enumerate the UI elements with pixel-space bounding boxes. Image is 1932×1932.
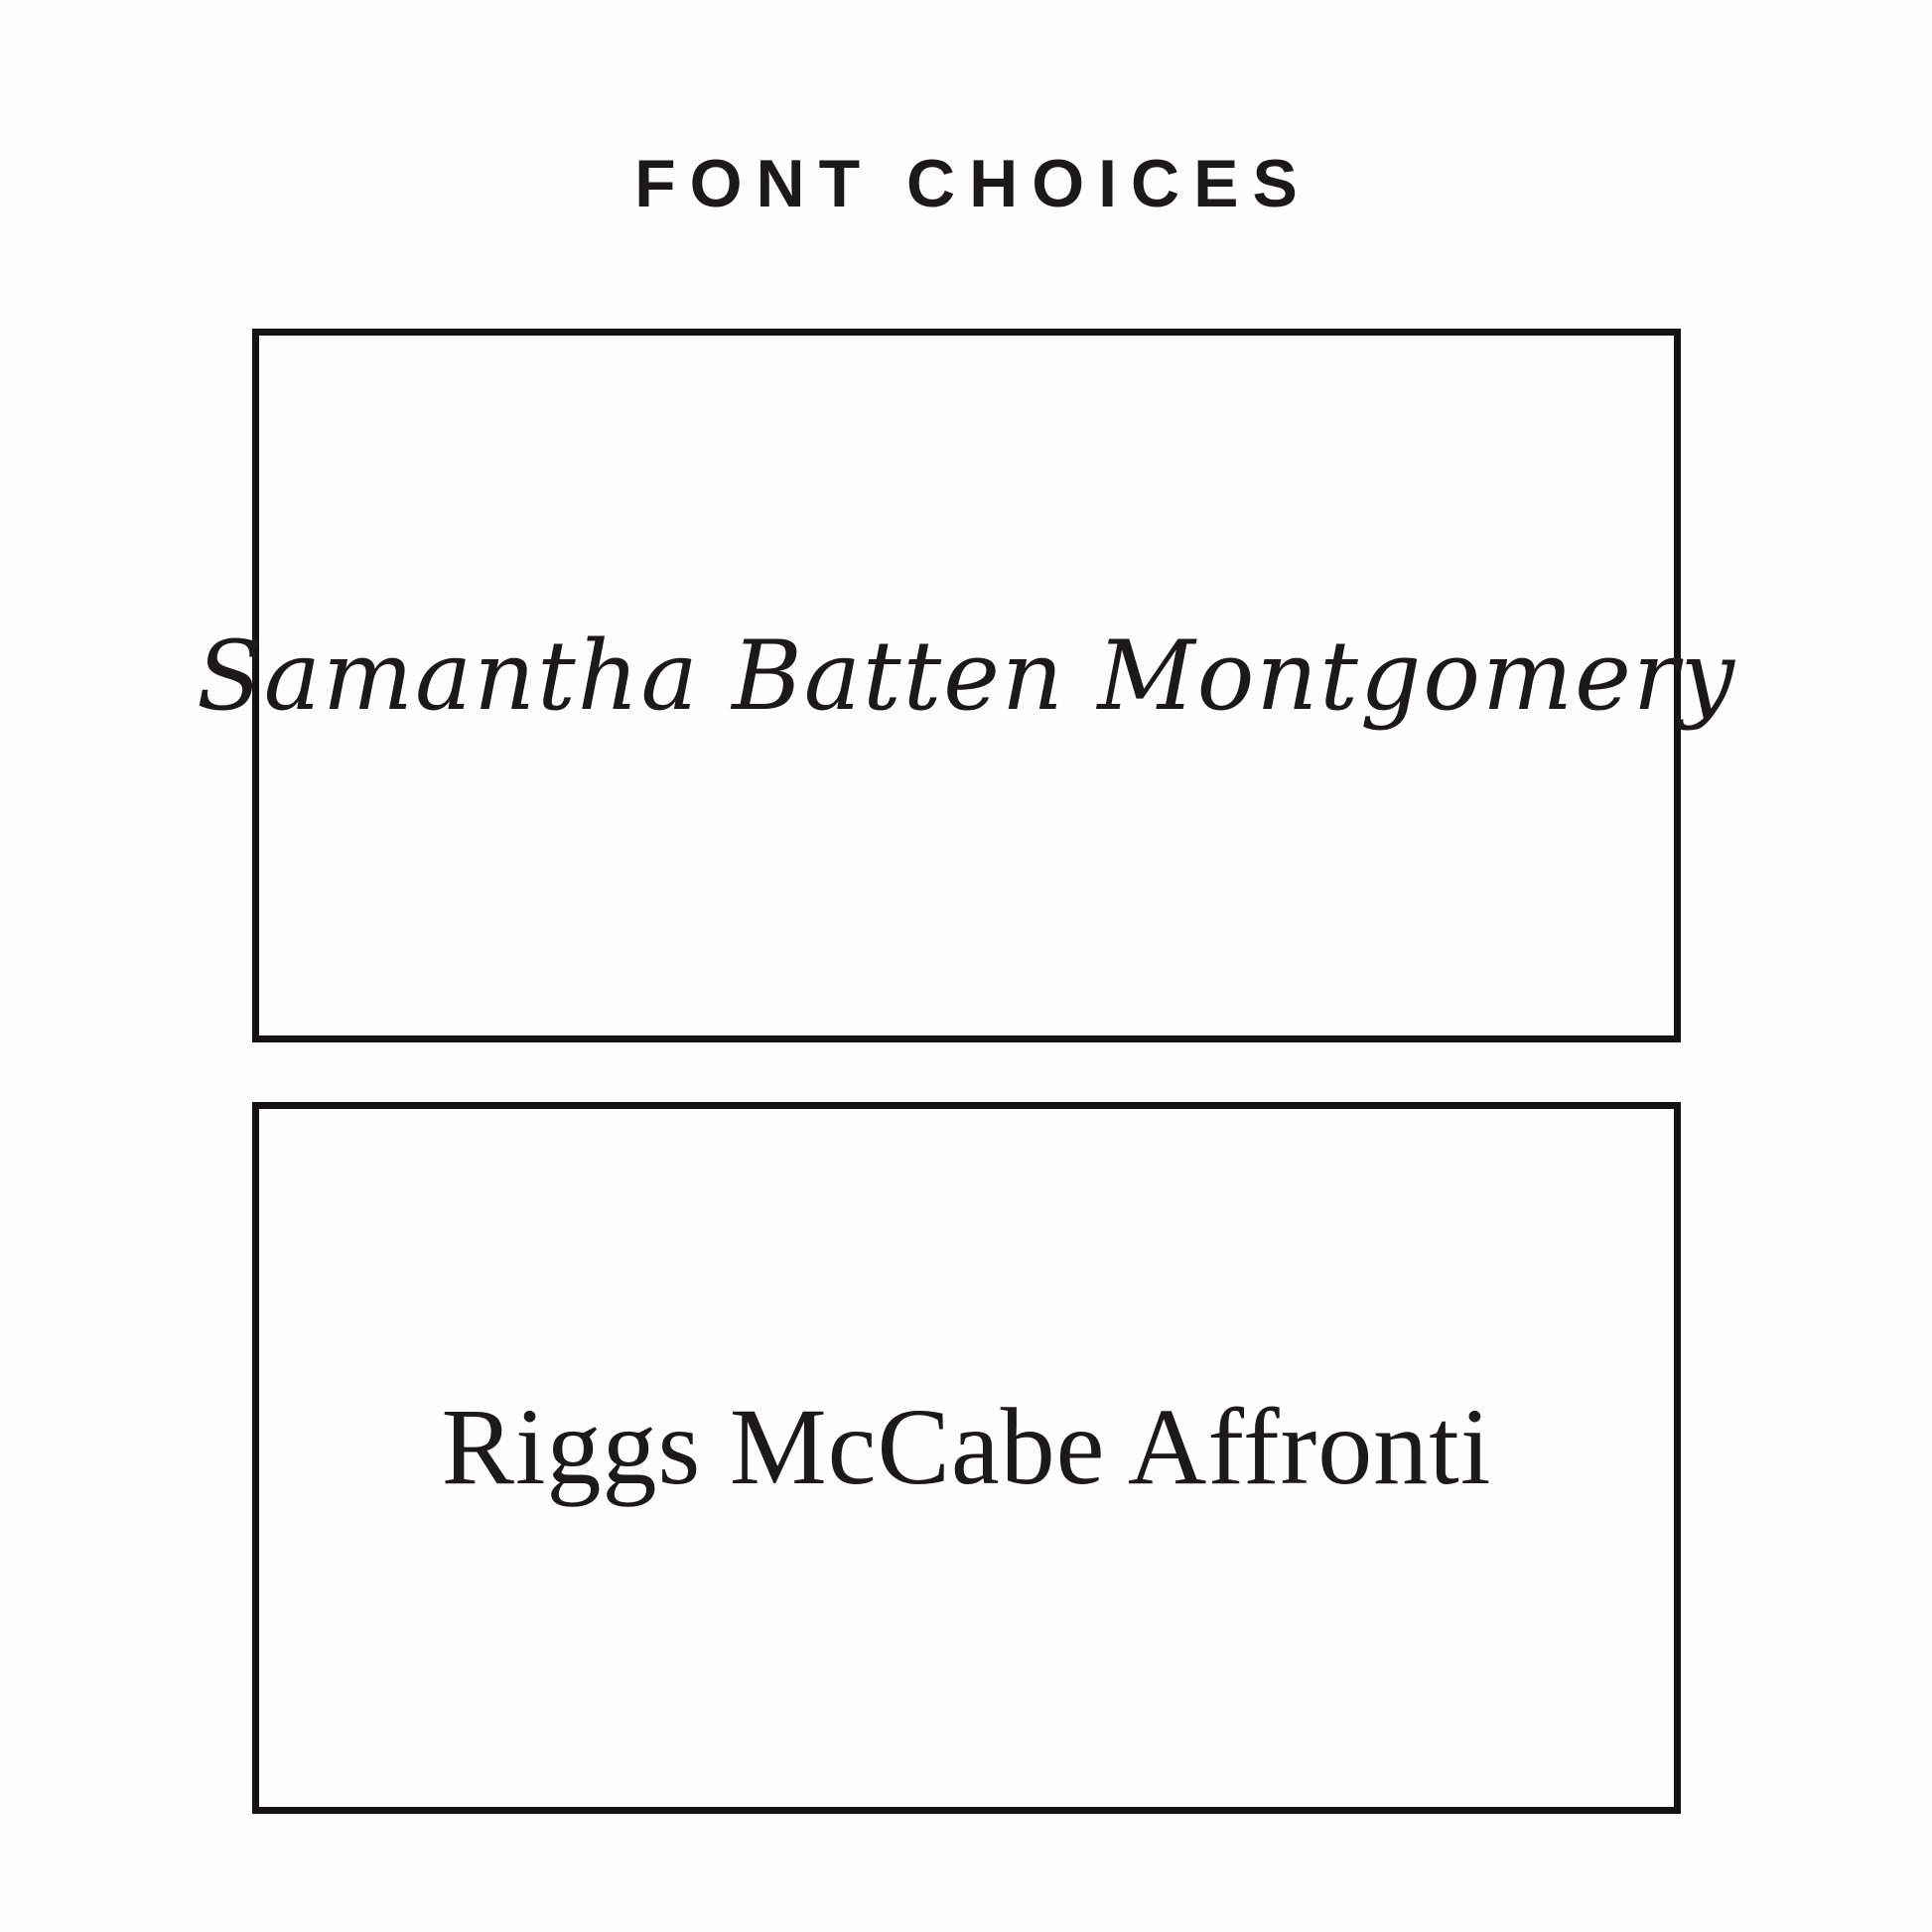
font-sample-box-serif <box>252 1102 1681 1814</box>
script-font-sample-text: Samantha Batten Montgomery <box>196 620 1737 732</box>
serif-font-sample-text: Riggs McCabe Affronti <box>441 1385 1492 1507</box>
page-title: FONT CHOICES <box>634 146 1311 221</box>
font-sample-box-script <box>196 329 1737 1042</box>
